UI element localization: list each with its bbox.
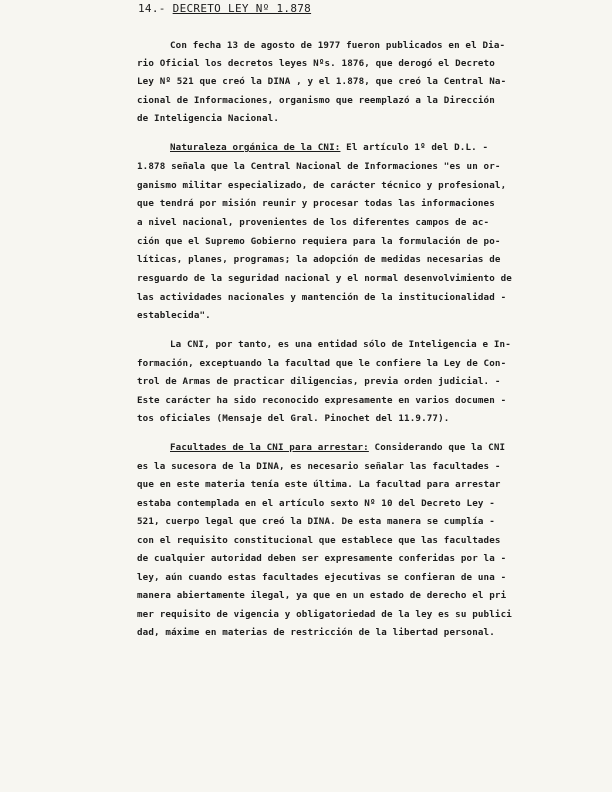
text-line: formación, exceptuando la facultad que le confiere la Ley de Con-	[137, 358, 507, 369]
text-line: establecida".	[137, 310, 211, 321]
text-line: Este carácter ha sido reconocido expresamente en varios documen -	[137, 395, 507, 406]
text-line: estaba contemplada en el artículo sexto Nº 10 del Decreto Ley -	[137, 498, 495, 509]
section-number: 14.-	[138, 2, 166, 15]
text-line: ganismo militar especializado, de carácter técnico y profesional,	[137, 180, 507, 191]
text-line: mer requisito de vigencia y obligatoriedad de la ley es su publici	[137, 609, 512, 620]
text-line: de cualquier autoridad deben ser expresamente conferidas por la -	[137, 553, 507, 564]
text-line: que tendrá por misión reunir y procesar todas las informaciones	[137, 198, 495, 209]
text-line: a nivel nacional, provenientes de los diferentes campos de ac-	[137, 217, 490, 228]
section-heading	[138, 2, 311, 15]
text-line: cional de Informaciones, organismo que reemplazó a la Dirección	[137, 95, 495, 106]
text-fragment: Considerando que la CNI	[374, 442, 506, 453]
text-line: las actividades nacionales y mantención de la institucionalidad -	[137, 292, 507, 303]
subtitle-organic-nature: Naturaleza orgánica de la CNI:	[170, 142, 341, 153]
text-line: trol de Armas de practicar diligencias, previa orden judicial. -	[137, 376, 501, 387]
text-line: 1.878 señala que la Central Nacional de Informaciones "es un or-	[137, 161, 501, 172]
text-line: líticas, planes, programas; la adopción de medidas necesarias de	[137, 254, 501, 265]
text-line: Con fecha 13 de agosto de 1977 fueron publicados en el Dia-	[170, 40, 506, 51]
text-line	[170, 142, 488, 154]
text-line: Ley Nº 521 que creó la DINA , y el 1.878, que creó la Central Na-	[137, 76, 507, 87]
text-line: de Inteligencia Nacional.	[137, 113, 280, 124]
text-line: dad, máxime en materias de restricción de la libertad personal.	[137, 627, 495, 638]
text-line	[170, 442, 505, 454]
text-line: rio Oficial los decretos leyes Nºs. 1876, que derogó el Decreto	[137, 58, 495, 69]
text-line: resguardo de la seguridad nacional y el normal desenvolvimiento de	[137, 273, 512, 284]
section-title: DECRETO LEY Nº 1.878	[172, 2, 312, 15]
text-fragment: El artículo 1º del D.L. -	[346, 142, 489, 153]
text-line: manera abiertamente ilegal, ya que en un estado de derecho el pri	[137, 590, 507, 601]
subtitle-arrest-powers: Facultades de la CNI para arrestar:	[170, 442, 369, 453]
text-line: es la sucesora de la DINA, es necesario señalar las facultades -	[137, 461, 501, 472]
text-line: que en este materia tenía este última. La facultad para arrestar	[137, 479, 501, 490]
text-line: 521, cuerpo legal que creó la DINA. De esta manera se cumplía -	[137, 516, 495, 527]
text-line: ción que el Supremo Gobierno requiera para la formulación de po-	[137, 236, 501, 247]
text-line: La CNI, por tanto, es una entidad sólo de Inteligencia e In-	[170, 339, 511, 350]
text-line: ley, aún cuando estas facultades ejecutivas se confieran de una -	[137, 572, 507, 583]
text-line: tos oficiales (Mensaje del Gral. Pinochet del 11.9.77).	[137, 413, 450, 424]
text-line: con el requisito constitucional que establece que las facultades	[137, 535, 501, 546]
